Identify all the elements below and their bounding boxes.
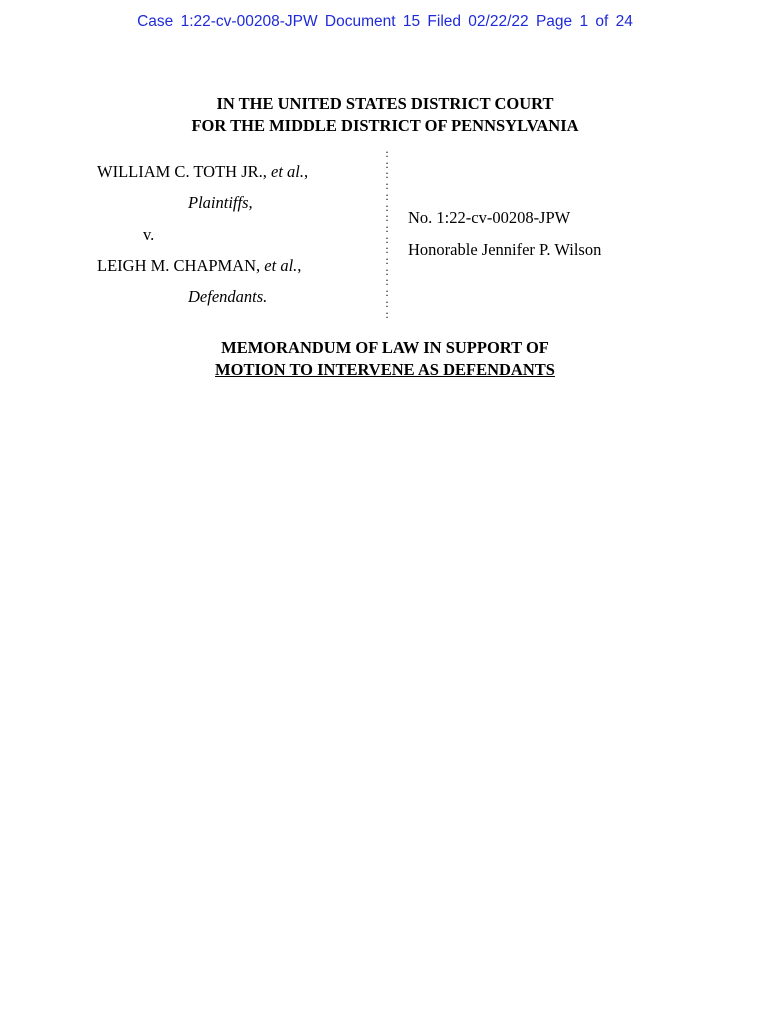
- ecf-document-number: Document 15: [324, 13, 421, 30]
- defendant-comma: ,: [297, 256, 302, 275]
- plaintiff-role: Plaintiffs,: [188, 193, 253, 212]
- ecf-page-number: Page 1 of 24: [535, 13, 633, 30]
- presiding-judge: Honorable Jennifer P. Wilson: [408, 240, 602, 259]
- plaintiff-name: WILLIAM C. TOTH JR.,: [97, 162, 272, 181]
- plaintiff-line: [97, 162, 308, 182]
- plaintiff-comma: ,: [304, 162, 309, 181]
- ecf-case-number: Case 1:22-cv-00208-JPW: [137, 13, 318, 30]
- ecf-filing-header: [0, 13, 770, 31]
- plaintiff-et-al: et al.: [271, 162, 305, 181]
- case-number: No. 1:22-cv-00208-JPW: [408, 208, 571, 227]
- defendant-line: [97, 256, 301, 276]
- court-heading-line-2: FOR THE MIDDLE DISTRICT OF PENNSYLVANIA: [191, 116, 579, 135]
- ecf-filed-date: Filed 02/22/22: [427, 13, 529, 30]
- caption-colon-divider: : : : : : : : : : : : : : : : :: [385, 146, 389, 321]
- document-title-line-2: MOTION TO INTERVENE AS DEFENDANTS: [215, 360, 555, 379]
- defendant-et-al: et al.: [264, 256, 298, 275]
- defendant-role: Defendants.: [188, 287, 268, 306]
- versus: v.: [143, 225, 155, 244]
- document-title-line-1: MEMORANDUM OF LAW IN SUPPORT OF: [221, 338, 549, 357]
- defendant-name: LEIGH M. CHAPMAN,: [97, 256, 265, 275]
- document-title: [0, 337, 770, 381]
- court-heading: [0, 93, 770, 137]
- court-heading-line-1: IN THE UNITED STATES DISTRICT COURT: [216, 94, 554, 113]
